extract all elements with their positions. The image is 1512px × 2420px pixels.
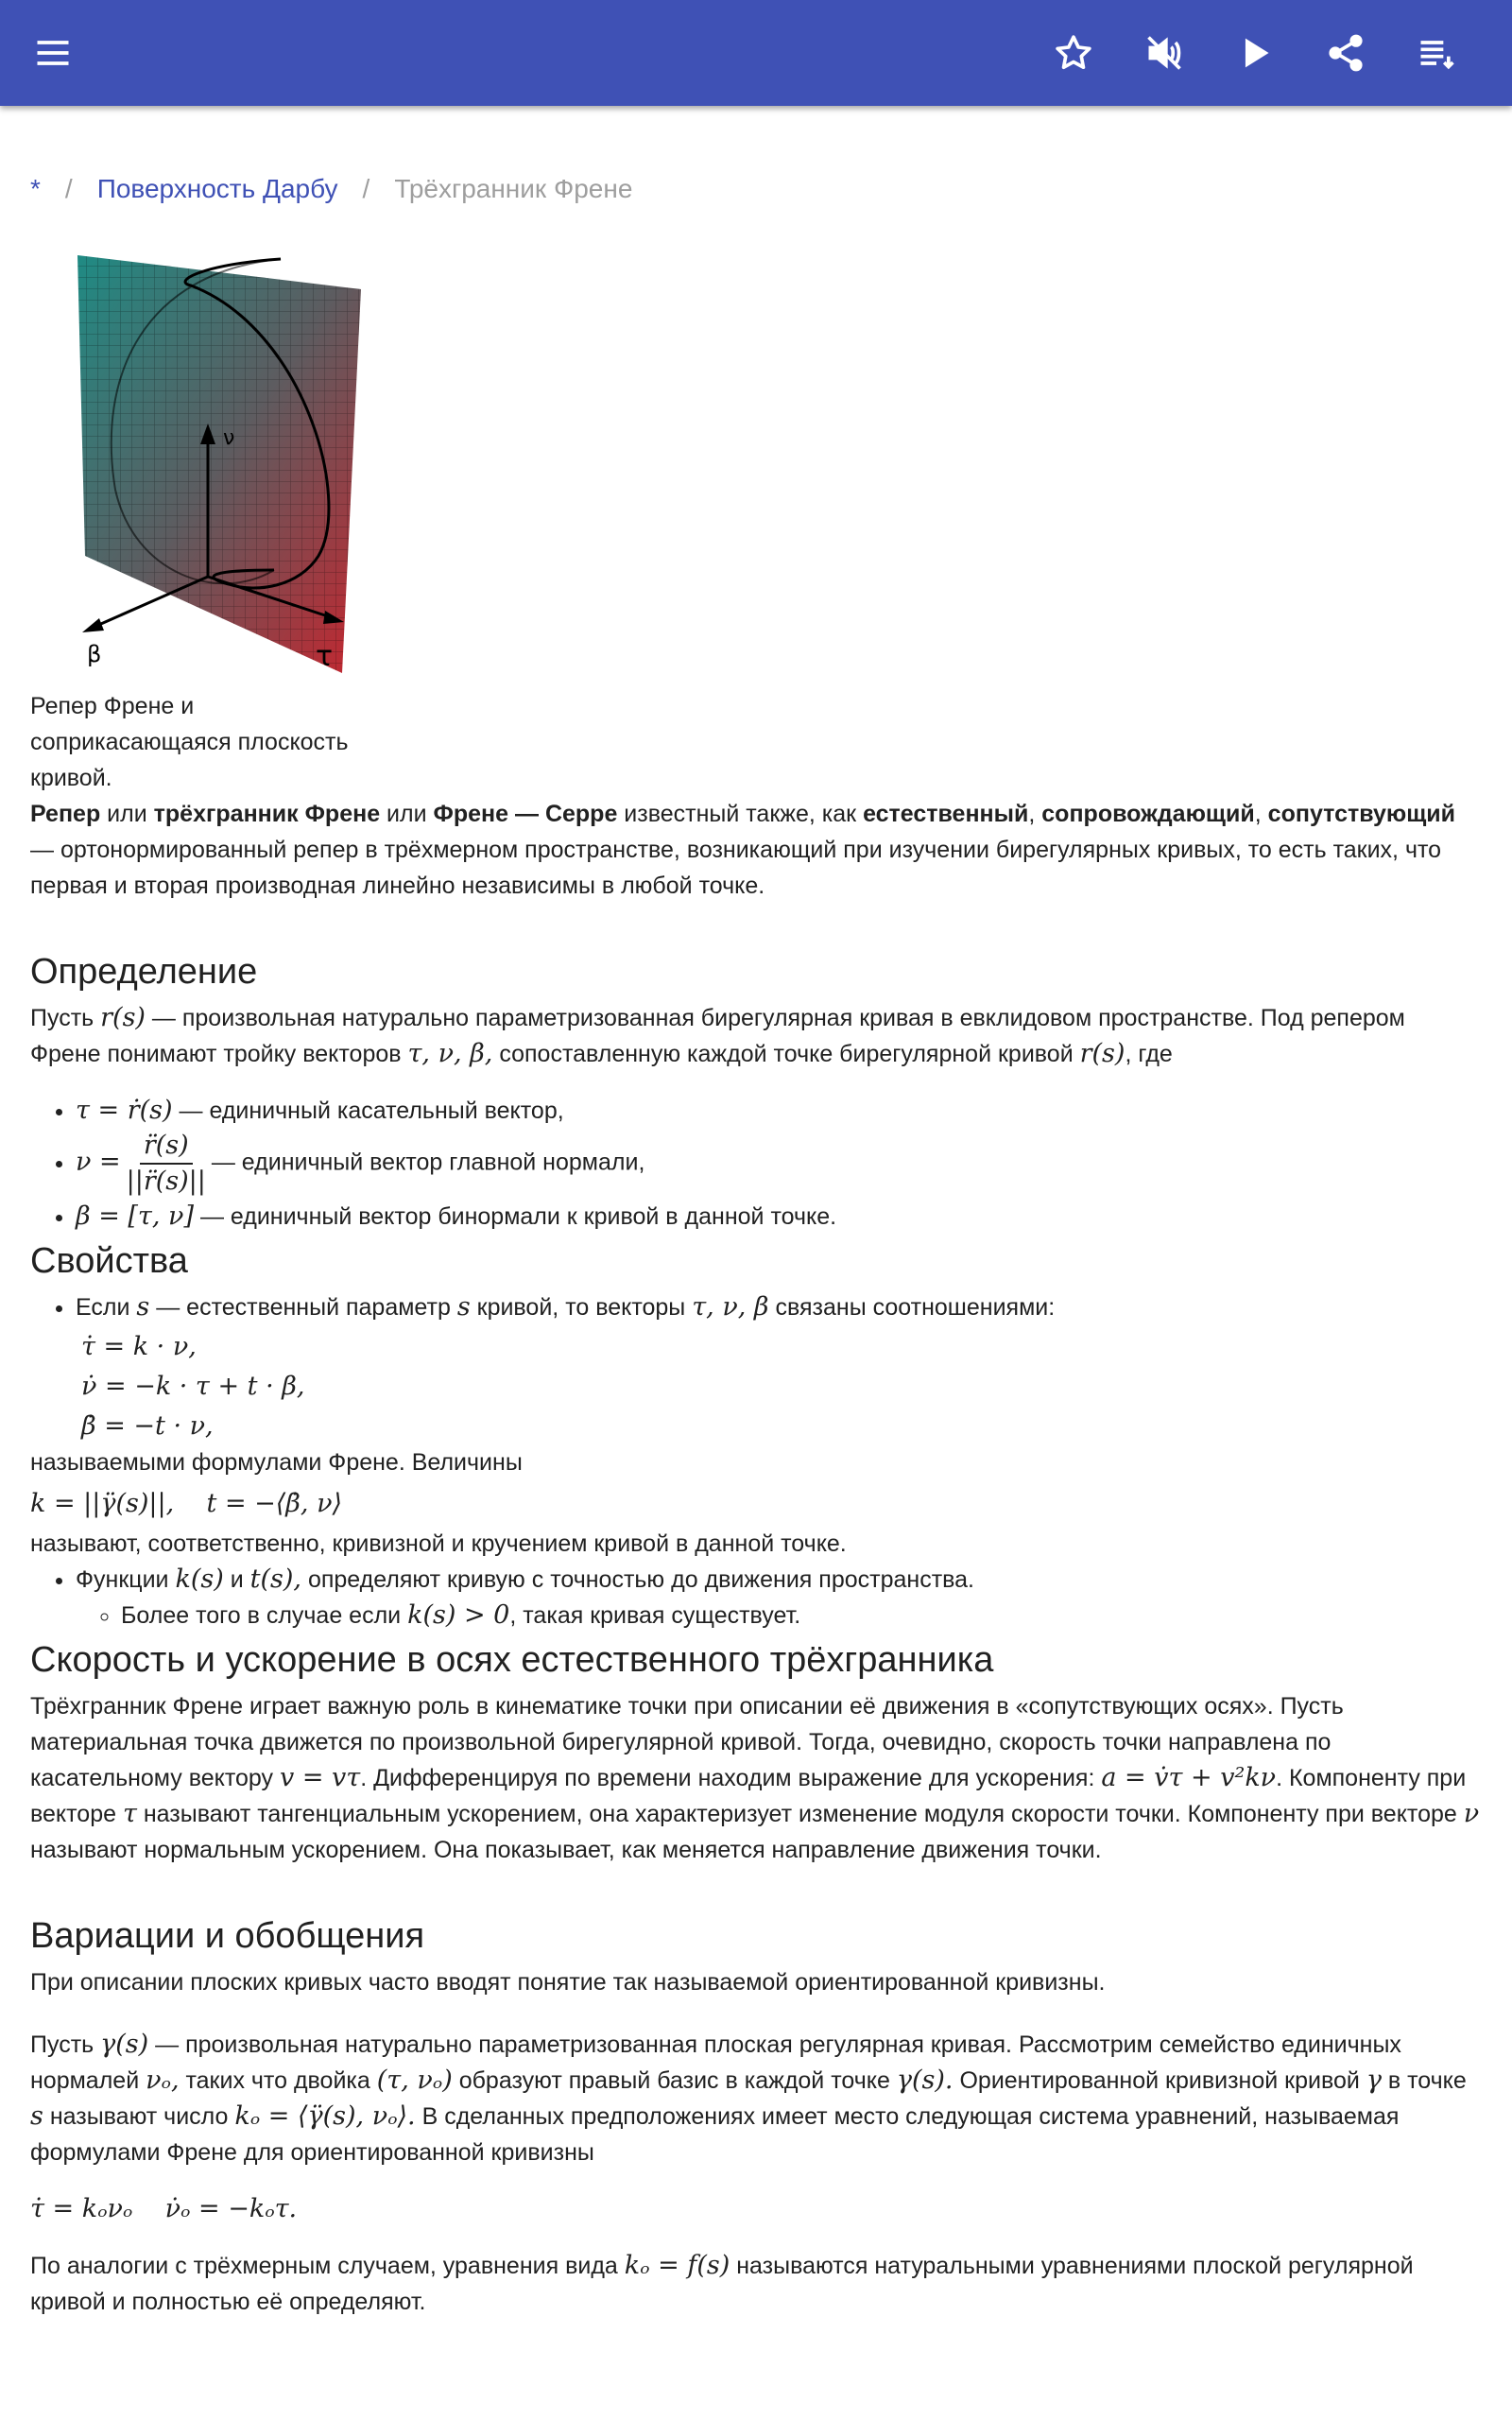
- math: γ: [1366, 2066, 1382, 2095]
- volume-off-icon: [1143, 32, 1185, 74]
- playlist-icon: [1416, 32, 1457, 74]
- list-item: [76, 1093, 1482, 1129]
- math: a = v̇τ + v²kν: [1101, 1763, 1277, 1792]
- list-item: [121, 1598, 1482, 1634]
- contents-button[interactable]: [1410, 26, 1463, 79]
- text: Функции: [76, 1566, 169, 1593]
- label-beta: β: [87, 641, 102, 667]
- math: s: [456, 1292, 471, 1322]
- label-tau: τ: [316, 640, 334, 673]
- text: Ориентированной кривизной кривой: [959, 2067, 1360, 2094]
- frenet-figure: [30, 244, 389, 679]
- text: сопоставленную каждой точке бирегулярной кривой: [499, 1041, 1074, 1067]
- text: При описании плоских кривых часто вводят понятие так называемой ориентированной кривизны.: [30, 1969, 1106, 1996]
- text: По аналогии с трёхмерным случаем, уравнения вида: [30, 2253, 618, 2279]
- app-bar: [0, 0, 1512, 106]
- play-button[interactable]: [1228, 26, 1281, 79]
- text: известный также, как: [617, 801, 864, 827]
- breadcrumb-separator: /: [362, 174, 370, 203]
- term: сопровождающий: [1041, 801, 1255, 827]
- text: В сделанных предположениях имеет место следующая система уравнений, называемая формулами Френе для ориентированной кривизны: [30, 2103, 1400, 2166]
- favorite-button[interactable]: [1047, 26, 1100, 79]
- text: — ортонормированный репер в трёхмерном пространстве, возникающий при изучении бирегулярных кривых, то есть таких, что первая и вторая производная линейно независимы в любой точке.: [30, 837, 1442, 899]
- text: или: [100, 801, 154, 827]
- curvature-formula: k = ||γ̈(s)||, t = −⟨β̇, ν⟩: [30, 1489, 343, 1518]
- text: Трёхгранник Френе играет важную роль в кинематике точки при описании её движения в «сопутствующих осях». Пусть материальная точка движется по произвольной бирегулярной кривой. Тогда, очевидно, скорость точки направлена по касательному вектору: [30, 1693, 1344, 1791]
- text: — произвольная натурально параметризованная плоская регулярная кривая. Рассмотрим семейство единичных нормалей: [30, 2031, 1401, 2094]
- text: , такая кривая существует.: [509, 1602, 801, 1629]
- math: ν: [1463, 1799, 1480, 1828]
- text: называемыми формулами Френе. Величины: [30, 1449, 523, 1476]
- label-nu: ν: [223, 426, 235, 450]
- caption-line: соприкасающаяся плоскость: [30, 729, 349, 755]
- text: кривой, то векторы: [476, 1294, 686, 1321]
- breadcrumb-current: Трёхгранник Френе: [394, 174, 633, 203]
- figure-caption: [30, 688, 389, 796]
- text: — произвольная натурально параметризованная бирегулярная кривая в евклидовом пространстве. Под репером Френе понимают тройку векторов: [30, 1005, 1405, 1067]
- math: k(s): [175, 1564, 224, 1594]
- math: νₒ,: [146, 2066, 180, 2095]
- section-title-variations: Вариации и обобщения: [30, 1916, 425, 1956]
- text: или: [380, 801, 434, 827]
- text: в точке: [1387, 2067, 1467, 2094]
- math: γ(s).: [896, 2066, 954, 2095]
- article: [30, 142, 1482, 2320]
- text: определяют кривую с точностью до движения пространства.: [307, 1566, 974, 1593]
- fraction-denominator: ||r̈(s)||: [126, 1167, 206, 1196]
- math: τ, ν, β: [692, 1292, 769, 1322]
- velocity-paragraph: [30, 1688, 1482, 1868]
- properties-list-2: [30, 1562, 1482, 1634]
- list-item: [76, 1562, 1482, 1634]
- fraction: [127, 1129, 206, 1199]
- math: (τ, νₒ): [376, 2066, 453, 2095]
- text: . Дифференцируя по времени находим выражение для ускорения:: [360, 1765, 1095, 1791]
- math: β = [τ, ν]: [76, 1201, 194, 1231]
- text: ,: [1254, 801, 1268, 827]
- text: Более того в случае если: [121, 1602, 402, 1629]
- text: Пусть: [30, 1005, 94, 1031]
- text: таких что двойка: [185, 2067, 370, 2094]
- text: — единичный вектор бинормали к кривой в данной точке.: [199, 1203, 837, 1230]
- frenet-equation: β̇ = −t · ν,: [81, 1411, 214, 1441]
- text: — единичный вектор главной нормали,: [211, 1149, 645, 1176]
- text: называют, соответственно, кривизной и кручением кривой в данной точке.: [30, 1530, 847, 1557]
- mute-button[interactable]: [1138, 26, 1191, 79]
- section-title-properties: Свойства: [30, 1241, 188, 1281]
- text: называют число: [49, 2103, 229, 2130]
- term: естественный: [863, 801, 1029, 827]
- term: сопутствующий: [1267, 801, 1456, 827]
- breadcrumb-parent-link[interactable]: Поверхность Дарбу: [96, 174, 338, 203]
- list-item: [76, 1199, 1482, 1235]
- share-button[interactable]: [1319, 26, 1372, 79]
- text: ,: [1028, 801, 1042, 827]
- math: r(s): [100, 1003, 146, 1032]
- menu-button[interactable]: [26, 26, 79, 79]
- math: τ, ν, β,: [407, 1039, 493, 1068]
- text: . Компоненту при векторе: [30, 1765, 1467, 1827]
- term: трёхгранник Френе: [153, 801, 381, 827]
- list-item: [76, 1129, 1482, 1199]
- star-outline-icon: [1053, 32, 1094, 74]
- variations-paragraph: [30, 2027, 1482, 2170]
- breadcrumb-root-link[interactable]: *: [30, 174, 41, 203]
- frame-vector-list: [30, 1093, 1482, 1235]
- breadcrumb: [30, 166, 1482, 212]
- math: s: [30, 2101, 43, 2131]
- math: r(s): [1079, 1039, 1125, 1068]
- text: — единичный касательный вектор,: [179, 1098, 564, 1124]
- text: , где: [1125, 1041, 1173, 1067]
- share-icon: [1325, 32, 1366, 74]
- section-title-velocity: Скорость и ускорение в осях естественного трёхгранника: [30, 1640, 994, 1680]
- text: — естественный параметр: [156, 1294, 451, 1321]
- frenet-equation: τ̇ = k · ν,: [81, 1332, 197, 1361]
- math: t(s),: [249, 1564, 301, 1594]
- oriented-frenet-formula: τ̇ = kₒνₒ ν̇ₒ = −kₒτ.: [30, 2194, 298, 2223]
- section-title-definition: Определение: [30, 952, 258, 992]
- menu-icon: [32, 32, 74, 74]
- properties-list: [30, 1289, 1482, 1444]
- text: и: [230, 1566, 244, 1593]
- intro-paragraph: [30, 796, 1482, 904]
- breadcrumb-separator: /: [64, 174, 73, 203]
- math: τ: [122, 1799, 137, 1828]
- math: ν =: [76, 1147, 121, 1177]
- fraction-numerator: r̈(s): [140, 1129, 193, 1165]
- text: связаны соотношениями:: [775, 1294, 1056, 1321]
- term: Репер: [30, 801, 101, 827]
- math: s: [136, 1292, 150, 1322]
- text: называют тангенциальным ускорением, она характеризует изменение модуля скорости точки. Компоненту при векторе: [143, 1801, 1457, 1827]
- play-icon: [1234, 32, 1276, 74]
- math: v = vτ: [280, 1763, 361, 1792]
- frenet-illustration: [30, 244, 389, 679]
- list-item: [76, 1289, 1482, 1444]
- natural-equations-paragraph: [30, 2248, 1482, 2320]
- math: kₒ = ⟨γ̈(s), νₒ⟩.: [234, 2101, 416, 2131]
- text: образуют правый базис в каждой точке: [458, 2067, 890, 2094]
- frenet-equation: ν̇ = −k · τ + t · β,: [81, 1372, 305, 1401]
- spacer: [30, 2000, 1482, 2027]
- sub-list: [76, 1598, 1482, 1634]
- text: Если: [76, 1294, 130, 1321]
- math: k(s) > 0: [407, 1600, 510, 1630]
- text: называют нормальным ускорением. Она показывает, как меняется направление движения точки.: [30, 1837, 1102, 1863]
- term: Френе — Серре: [433, 801, 618, 827]
- definition-paragraph: [30, 1000, 1482, 1072]
- math: τ = ṙ(s): [76, 1096, 173, 1125]
- caption-line: кривой.: [30, 765, 112, 791]
- math: γ(s): [100, 2030, 149, 2059]
- caption-line: Репер Френе и: [30, 693, 195, 719]
- text: называются натуральными уравнениями плоской регулярной кривой и полностью её определяют.: [30, 2253, 1414, 2315]
- text: Пусть: [30, 2031, 94, 2058]
- math: kₒ = f(s): [624, 2251, 730, 2280]
